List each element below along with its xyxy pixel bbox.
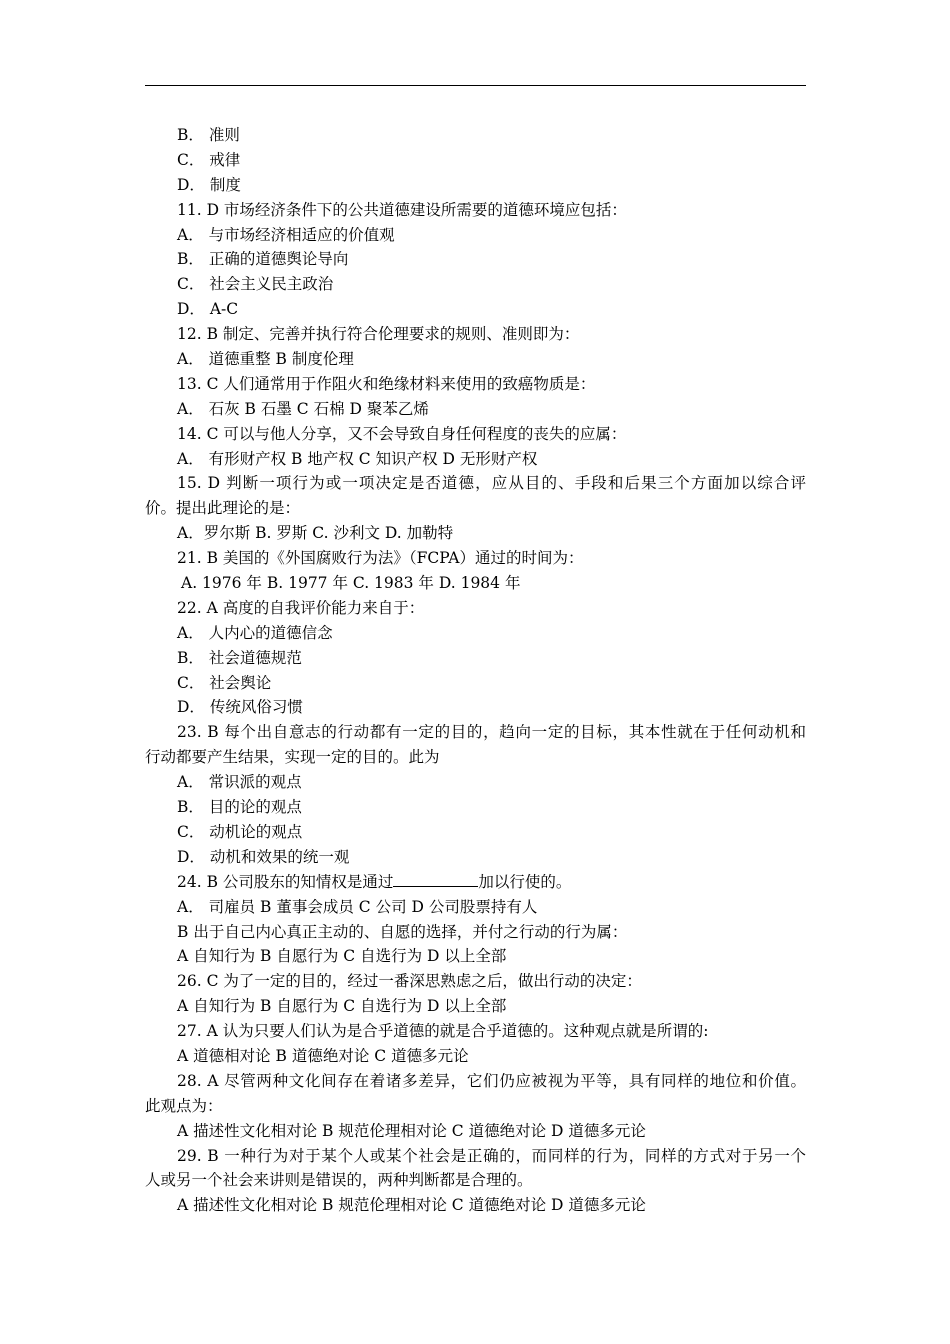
text-line: A． 石灰 B 石墨 C 石棉 D 聚苯乙烯: [177, 399, 429, 418]
text-line: A 自知行为 B 自愿行为 C 自选行为 D 以上全部: [177, 947, 507, 966]
text-line: A．罗尔斯 B. 罗斯 C. 沙利文 D. 加勒特: [177, 524, 454, 543]
text-line: A 描述性文化相对论 B 规范伦理相对论 C 道德绝对论 D 道德多元论: [177, 1121, 646, 1140]
text-line: D． 动机和效果的统一观: [177, 847, 350, 866]
text-line: A． 人内心的道德信念: [177, 623, 333, 642]
text-line: A． 与市场经济相适应的价值观: [177, 225, 395, 244]
text-line: A． 司雇员 B 董事会成员 C 公司 D 公司股票持有人: [177, 897, 538, 916]
text-line: D． 制度: [177, 175, 241, 194]
text-line: B 出于自己内心真正主动的、自愿的选择，并付之行动的行为属：: [177, 922, 628, 941]
text-line: B． 准则: [177, 126, 240, 144]
paragraph-first-line: 15. D 判断一项行为或一项决定是否道德，应从目的、手段和后果三个方面加以综合评: [177, 474, 806, 493]
paragraph-first-line: 23. B 每个出自意志的行动都有一定的目的，趋向一定的目标，其本性就在于任何动机和: [177, 723, 806, 742]
text-line: B． 正确的道德舆论导向: [177, 250, 349, 269]
document-body: [145, 123, 806, 1218]
text-line: 14. C 可以与他人分享，又不会导致自身任何程度的丧失的应属：: [177, 424, 627, 443]
text-line: 12. B 制定、完善并执行符合伦理要求的规则、准则即为：: [177, 325, 580, 344]
text-line: 11. D 市场经济条件下的公共道德建设所需要的道德环境应包括：: [177, 200, 627, 219]
text-line: D． 传统风俗习惯: [177, 698, 303, 717]
paragraph-first-line: 29. B 一种行为对于某个人或某个社会是正确的，而同样的行为，同样的方式对于另一个: [177, 1146, 806, 1165]
question-text-after-blank: 加以行使的。: [478, 872, 572, 891]
text-line: 27. A 认为只要人们认为是合乎道德的就是合乎道德的。这种观点就是所谓的:: [177, 1022, 709, 1041]
paragraph-continuation-line: 人或另一个社会来讲则是错误的，两种判断都是合理的。: [145, 1171, 533, 1190]
text-line: C． 动机论的观点: [177, 822, 303, 841]
text-line: B． 目的论的观点: [177, 798, 302, 817]
text-line: B． 社会道德规范: [177, 648, 302, 667]
text-line: A 道德相对论 B 道德绝对论 C 道德多元论: [177, 1046, 469, 1065]
header-rule: [145, 85, 806, 86]
paragraph-continuation-line: 价。提出此理论的是：: [145, 499, 301, 518]
paragraph-continuation-line: 行动都要产生结果，实现一定的目的。此为: [145, 748, 440, 767]
text-line: 22. A 高度的自我评价能力来自于：: [177, 598, 425, 617]
text-line: A 自知行为 B 自愿行为 C 自选行为 D 以上全部: [177, 997, 507, 1016]
paragraph-first-line: 28. A 尽管两种文化间存在着诸多差异，它们仍应被视为平等，具有同样的地位和价值。: [177, 1071, 806, 1090]
text-line: 13. C 人们通常用于作阻火和绝缘材料来使用的致癌物质是：: [177, 374, 596, 393]
text-line: A. 1976 年 B. 1977 年 C. 1983 年 D. 1984 年: [181, 574, 521, 593]
text-line: 21. B 美国的《外国腐败行为法》（FCPA）通过的时间为：: [177, 549, 584, 568]
text-line: D． A-C: [177, 300, 239, 319]
text-line: 26. C 为了一定的目的，经过一番深思熟虑之后，做出行动的决定：: [177, 972, 642, 991]
question-with-blank: [145, 870, 806, 895]
text-line: C． 戒律: [177, 150, 241, 169]
question-text: 24. B 公司股东的知情权是通过: [177, 872, 394, 891]
fill-in-blank: [393, 872, 478, 887]
paragraph-continuation-line: 此观点为：: [145, 1096, 223, 1115]
text-line: A． 有形财产权 B 地产权 C 知识产权 D 无形财产权: [177, 449, 538, 468]
text-line: A 描述性文化相对论 B 规范伦理相对论 C 道德绝对论 D 道德多元论: [177, 1196, 646, 1215]
text-line: A． 常识派的观点: [177, 773, 302, 792]
text-line: C． 社会舆论: [177, 673, 272, 692]
text-line: C． 社会主义民主政治: [177, 275, 334, 294]
text-line: A． 道德重整 B 制度伦理: [177, 350, 354, 369]
